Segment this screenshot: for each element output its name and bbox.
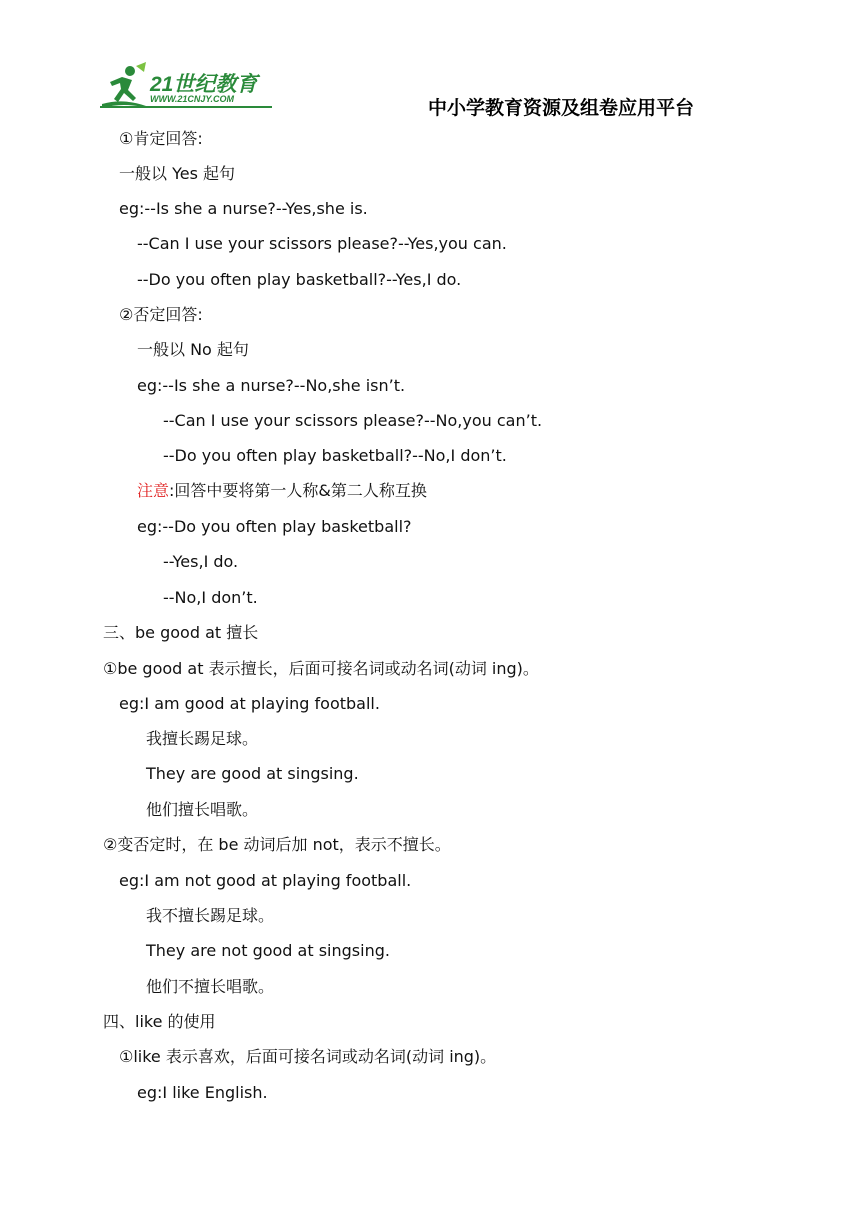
example-line: --Do you often play basketball?--No,I don’t. [163,446,507,465]
example-line: --Yes,I do. [163,552,239,571]
example-line: eg:I like English. [137,1083,268,1102]
example-line: --No,I don’t. [163,588,258,607]
text-line: 一般以 No 起句 [137,340,249,359]
example-line: eg:I am not good at playing football. [119,871,412,890]
note-label: 注意 [137,481,170,500]
example-line: --Can I use your scissors please?--Yes,you can. [137,234,507,253]
translation-line: 我擅长踢足球。 [146,729,259,748]
translation-line: 他们不擅长唱歌。 [146,977,275,996]
section-heading-like: 四、like 的使用 [103,1012,216,1031]
example-line: --Do you often play basketball?--Yes,I do. [137,270,462,289]
text-line: ②变否定时，在 be 动词后加 not，表示不擅长。 [103,835,451,854]
logo-url: WWW.21CNJY.COM [150,94,235,104]
note-line [137,481,427,501]
site-logo [100,62,275,112]
example-line: They are not good at singsing. [146,941,390,960]
text-line: ①be good at 表示擅长，后面可接名词或动名词(动词 ing)。 [103,659,539,678]
header-divider [100,106,272,108]
note-text: :回答中要将第一人称&第二人称互换 [169,481,427,500]
translation-line: 他们擅长唱歌。 [146,800,259,819]
runner-logo-icon [100,62,148,110]
section-heading-be-good-at: 三、be good at 擅长 [103,623,259,642]
example-line: --Can I use your scissors please?--No,you can’t. [163,411,543,430]
negative-answer-heading: ②否定回答: [119,305,203,324]
example-line: eg:--Is she a nurse?--No,she isn’t. [137,376,406,395]
affirmative-answer-heading: ①肯定回答: [119,129,203,148]
platform-title: 中小学教育资源及组卷应用平台 [428,97,695,119]
translation-line: 我不擅长踢足球。 [146,906,275,925]
example-line: eg:--Is she a nurse?--Yes,she is. [119,199,368,218]
example-line: eg:--Do you often play basketball? [137,517,412,536]
example-line: They are good at singsing. [146,764,359,783]
logo-wordmark: 21世纪教育 [150,73,258,96]
text-line: ①like 表示喜欢，后面可接名词或动名词(动词 ing)。 [119,1047,497,1066]
text-line: 一般以 Yes 起句 [119,164,236,183]
example-line: eg:I am good at playing football. [119,694,380,713]
page-header [0,0,860,125]
